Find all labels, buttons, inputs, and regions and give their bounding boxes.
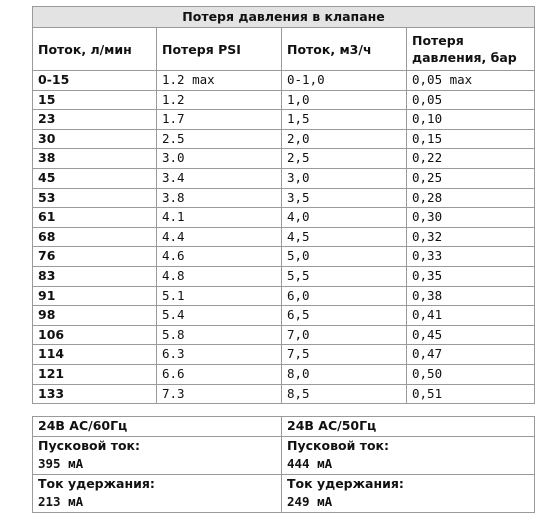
flow-m3h-cell: 1,5: [282, 110, 407, 130]
table-title-row: [33, 7, 535, 28]
flow-m3h-cell: 5,5: [282, 266, 407, 286]
flow-lpm-cell: 91: [33, 286, 157, 306]
table-header-row: [33, 28, 535, 71]
table-row: [33, 384, 535, 404]
flow-m3h-cell: 5,0: [282, 247, 407, 267]
flow-lpm-cell: 121: [33, 364, 157, 384]
loss-psi-cell: 6.6: [157, 364, 282, 384]
spacer-row: [33, 404, 535, 417]
loss-bar-cell: 0,47: [407, 345, 535, 365]
loss-psi-cell: 5.4: [157, 306, 282, 326]
flow-lpm-cell: 76: [33, 247, 157, 267]
table-row: [33, 129, 535, 149]
flow-lpm-cell: 83: [33, 266, 157, 286]
table-row: [33, 110, 535, 130]
flow-m3h-cell: 3,5: [282, 188, 407, 208]
table-title: Потеря давления в клапане: [33, 7, 535, 28]
flow-lpm-cell: 38: [33, 149, 157, 169]
flow-lpm-cell: 30: [33, 129, 157, 149]
table-row: [33, 266, 535, 286]
pressure-loss-table: [32, 6, 535, 513]
flow-lpm-cell: 133: [33, 384, 157, 404]
table-row: [33, 345, 535, 365]
loss-psi-cell: 1.2: [157, 90, 282, 110]
loss-psi-cell: 4.4: [157, 227, 282, 247]
loss-bar-cell: 0,45: [407, 325, 535, 345]
pressure-loss-document: [32, 6, 534, 513]
loss-bar-cell: 0,05 max: [407, 71, 535, 91]
loss-psi-cell: 3.0: [157, 149, 282, 169]
spacer-cell: [282, 404, 535, 417]
loss-bar-cell: 0,15: [407, 129, 535, 149]
flow-lpm-cell: 114: [33, 345, 157, 365]
loss-bar-cell: 0,33: [407, 247, 535, 267]
flow-m3h-cell: 1,0: [282, 90, 407, 110]
column-header: Поток, м3/ч: [282, 28, 407, 71]
flow-m3h-cell: 4,0: [282, 208, 407, 228]
flow-m3h-cell: 3,0: [282, 168, 407, 188]
flow-m3h-cell: 6,0: [282, 286, 407, 306]
table-row: [33, 325, 535, 345]
flow-lpm-cell: 68: [33, 227, 157, 247]
flow-m3h-cell: 7,0: [282, 325, 407, 345]
loss-bar-cell: 0,28: [407, 188, 535, 208]
flow-m3h-cell: 2,0: [282, 129, 407, 149]
column-header: Потеря PSI: [157, 28, 282, 71]
loss-bar-cell: 0,30: [407, 208, 535, 228]
loss-psi-cell: 1.2 max: [157, 71, 282, 91]
loss-psi-cell: 1.7: [157, 110, 282, 130]
holding-value-right: 249 мА: [282, 493, 535, 512]
table-row: [33, 188, 535, 208]
loss-bar-cell: 0,25: [407, 168, 535, 188]
column-header: Поток, л/мин: [33, 28, 157, 71]
loss-bar-cell: 0,32: [407, 227, 535, 247]
flow-lpm-cell: 15: [33, 90, 157, 110]
flow-m3h-cell: 7,5: [282, 345, 407, 365]
loss-bar-cell: 0,41: [407, 306, 535, 326]
inrush-label-row: [33, 436, 535, 455]
column-header: Потеря давления, бар: [407, 28, 535, 71]
table-row: [33, 90, 535, 110]
loss-psi-cell: 3.4: [157, 168, 282, 188]
holding-value-row: [33, 493, 535, 512]
table-row: [33, 247, 535, 267]
holding-value-left: 213 мА: [33, 493, 282, 512]
loss-bar-cell: 0,10: [407, 110, 535, 130]
loss-psi-cell: 5.1: [157, 286, 282, 306]
flow-m3h-cell: 8,0: [282, 364, 407, 384]
flow-lpm-cell: 45: [33, 168, 157, 188]
power-row: [33, 417, 535, 437]
loss-psi-cell: 7.3: [157, 384, 282, 404]
table-row: [33, 364, 535, 384]
loss-psi-cell: 4.1: [157, 208, 282, 228]
flow-m3h-cell: 6,5: [282, 306, 407, 326]
table-row: [33, 168, 535, 188]
power-left: 24В АС/60Гц: [33, 417, 282, 437]
table-row: [33, 149, 535, 169]
inrush-value-left: 395 мА: [33, 455, 282, 474]
inrush-label-left: Пусковой ток:: [33, 436, 282, 455]
flow-lpm-cell: 98: [33, 306, 157, 326]
loss-psi-cell: 6.3: [157, 345, 282, 365]
flow-lpm-cell: 53: [33, 188, 157, 208]
loss-psi-cell: 3.8: [157, 188, 282, 208]
holding-label-left: Ток удержания:: [33, 474, 282, 493]
flow-lpm-cell: 106: [33, 325, 157, 345]
electrical-section: [33, 404, 535, 513]
table-row: [33, 286, 535, 306]
flow-lpm-cell: 0-15: [33, 71, 157, 91]
loss-bar-cell: 0,22: [407, 149, 535, 169]
inrush-value-row: [33, 455, 535, 474]
table-row: [33, 306, 535, 326]
loss-bar-cell: 0,05: [407, 90, 535, 110]
loss-psi-cell: 2.5: [157, 129, 282, 149]
inrush-value-right: 444 мА: [282, 455, 535, 474]
flow-lpm-cell: 61: [33, 208, 157, 228]
power-right: 24В АС/50Гц: [282, 417, 535, 437]
loss-psi-cell: 5.8: [157, 325, 282, 345]
spacer-cell: [33, 404, 282, 417]
table-row: [33, 227, 535, 247]
table-body: [33, 71, 535, 404]
inrush-label-right: Пусковой ток:: [282, 436, 535, 455]
flow-lpm-cell: 23: [33, 110, 157, 130]
loss-bar-cell: 0,35: [407, 266, 535, 286]
flow-m3h-cell: 4,5: [282, 227, 407, 247]
holding-label-right: Ток удержания:: [282, 474, 535, 493]
loss-psi-cell: 4.8: [157, 266, 282, 286]
loss-bar-cell: 0,38: [407, 286, 535, 306]
flow-m3h-cell: 0-1,0: [282, 71, 407, 91]
flow-m3h-cell: 2,5: [282, 149, 407, 169]
holding-label-row: [33, 474, 535, 493]
table-row: [33, 208, 535, 228]
flow-m3h-cell: 8,5: [282, 384, 407, 404]
loss-bar-cell: 0,50: [407, 364, 535, 384]
loss-psi-cell: 4.6: [157, 247, 282, 267]
loss-bar-cell: 0,51: [407, 384, 535, 404]
table-row: [33, 71, 535, 91]
